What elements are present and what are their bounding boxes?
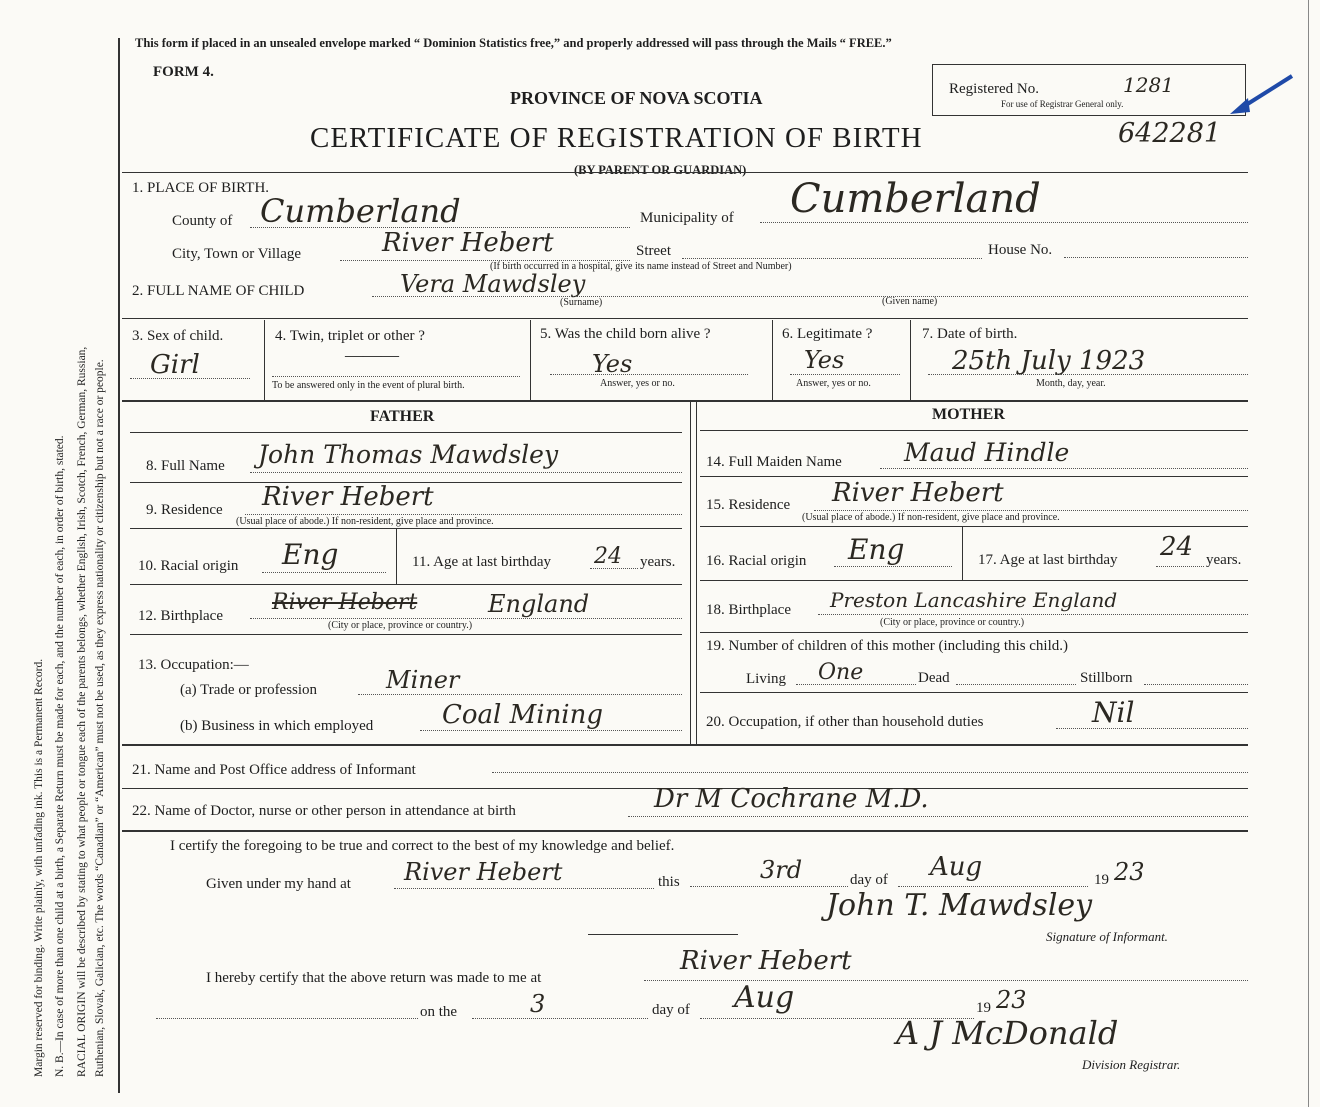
father-racial-line bbox=[262, 572, 386, 573]
child-name-label: 2. FULL NAME OF CHILD bbox=[132, 283, 305, 299]
mail-notice: This form if placed in an unsealed envelope marked “ Dominion Statistics free,” and properly addressed will pass through the Mails “ FREE.” bbox=[135, 36, 892, 50]
father-business-line bbox=[420, 730, 682, 731]
doctor-value: Dr M Cochrane M.D. bbox=[654, 784, 929, 814]
mother-name-label: 14. Full Maiden Name bbox=[706, 454, 842, 470]
father-racial-value: Eng bbox=[282, 538, 339, 571]
right-edge bbox=[1308, 0, 1309, 1107]
father-residence-value: River Hebert bbox=[262, 482, 434, 512]
father-trade-value: Miner bbox=[386, 666, 460, 694]
stillborn-line bbox=[1144, 684, 1248, 685]
registrar-lead-line bbox=[156, 1018, 418, 1019]
given-place-line bbox=[394, 888, 654, 889]
municipality-line bbox=[760, 222, 1248, 223]
father-name-value: John Thomas Mawdsley bbox=[258, 440, 559, 469]
father-heading-rule bbox=[130, 432, 682, 433]
given-day-of-label: day of bbox=[850, 872, 888, 888]
parents-divider bbox=[690, 400, 691, 744]
mother-occupation-line bbox=[1056, 728, 1248, 729]
father-birthplace-struck: River Hebert bbox=[272, 590, 418, 615]
county-label: County of bbox=[172, 213, 233, 229]
mother-rule-4 bbox=[700, 632, 1248, 633]
children-label: 19. Number of children of this mother (including this child.) bbox=[706, 638, 1069, 654]
birth-date-value: 25th July 1923 bbox=[952, 346, 1146, 376]
living-label: Living bbox=[746, 671, 786, 687]
city-value: River Hebert bbox=[382, 228, 554, 258]
registrar-day-of-label: day of bbox=[652, 1002, 690, 1018]
father-racial-label: 10. Racial origin bbox=[138, 558, 239, 574]
mother-residence-value: River Hebert bbox=[832, 478, 1004, 508]
sex-line bbox=[130, 378, 250, 379]
house-line bbox=[1064, 257, 1248, 258]
given-name-note: (Given name) bbox=[882, 296, 938, 307]
margin-line-4: Ruthenian, Slovak, Galician, etc. The words “Canadian” or “American” must not be used, as they express nationality or citizenship but not a race or people. bbox=[94, 359, 106, 1077]
mother-abode-note: (Usual place of abode.) If non-resident, give place and province. bbox=[802, 512, 1060, 523]
alive-value: Yes bbox=[592, 350, 633, 378]
mother-birthplace-note: (City or place, province or country.) bbox=[880, 617, 1025, 628]
father-birthplace-value: England bbox=[488, 590, 590, 618]
legitimate-label: 6. Legitimate ? bbox=[782, 326, 873, 342]
registrar-place-value: River Hebert bbox=[680, 946, 852, 976]
province-heading: PROVINCE OF NOVA SCOTIA bbox=[510, 88, 763, 108]
father-birthplace-note: (City or place, province or country.) bbox=[328, 620, 473, 631]
mother-age-line bbox=[1156, 566, 1204, 567]
living-line bbox=[796, 684, 916, 685]
twin-value: ——— bbox=[345, 345, 399, 365]
row3-top-rule bbox=[122, 318, 1248, 319]
registrar-day-line bbox=[472, 1018, 648, 1019]
house-label: House No. bbox=[988, 242, 1053, 258]
mother-rule-5 bbox=[700, 692, 1248, 693]
surname-note: (Surname) bbox=[560, 297, 603, 308]
registrar-caption: Division Registrar. bbox=[1082, 1057, 1181, 1072]
mother-racial-divider bbox=[962, 526, 963, 580]
mother-occupation-label: 20. Occupation, if other than household duties bbox=[706, 714, 984, 730]
mother-heading: MOTHER bbox=[932, 406, 1005, 423]
child-name-value: Vera Mawdsley bbox=[400, 270, 586, 298]
twin-label: 4. Twin, triplet or other ? bbox=[275, 328, 425, 344]
father-name-label: 8. Full Name bbox=[146, 458, 225, 474]
margin-line-2: N. B.—In case of more than one child at a birth, a Separate Return must be made for each, and the number of each, in order of birth, stated. bbox=[54, 435, 66, 1077]
birth-date-label: 7. Date of birth. bbox=[922, 326, 1018, 342]
margin-line-3: RACIAL ORIGIN will be described by stating to what people or tongue each of the parents belongs, whether English, Irish, Scotch, French, German, Russian, bbox=[76, 346, 88, 1077]
informant-line bbox=[492, 772, 1248, 773]
mother-residence-label: 15. Residence bbox=[706, 497, 791, 513]
mother-birthplace-value: Preston Lancashire England bbox=[830, 588, 1118, 612]
legitimate-line bbox=[790, 374, 900, 375]
mother-age-value: 24 bbox=[1160, 532, 1194, 562]
signature-rule bbox=[588, 934, 738, 935]
informant-label: 21. Name and Post Office address of Informant bbox=[132, 762, 416, 778]
given-day-line bbox=[690, 886, 848, 887]
father-residence-label: 9. Residence bbox=[146, 502, 223, 518]
father-business-label: (b) Business in which employed bbox=[180, 718, 374, 734]
given-place-value: River Hebert bbox=[404, 858, 563, 886]
child-name-line bbox=[372, 296, 1248, 297]
father-trade-line bbox=[358, 694, 682, 695]
father-name-line bbox=[250, 472, 682, 473]
mother-racial-label: 16. Racial origin bbox=[706, 553, 807, 569]
mother-age-label: 17. Age at last birthday bbox=[978, 552, 1118, 568]
registered-value: 1281 bbox=[1123, 73, 1174, 97]
sex-label: 3. Sex of child. bbox=[132, 328, 224, 344]
living-value: One bbox=[818, 660, 864, 685]
alive-label: 5. Was the child born alive ? bbox=[540, 326, 711, 342]
street-line bbox=[682, 258, 982, 259]
given-month-line bbox=[898, 886, 1088, 887]
legitimate-note: Answer, yes or no. bbox=[796, 378, 871, 389]
stillborn-label: Stillborn bbox=[1080, 670, 1133, 686]
mother-racial-value: Eng bbox=[848, 533, 905, 566]
birth-date-line bbox=[928, 374, 1248, 375]
row3-divider-4 bbox=[910, 320, 911, 400]
registered-label: Registered No. bbox=[949, 81, 1039, 97]
registered-box bbox=[932, 64, 1246, 116]
alive-note: Answer, yes or no. bbox=[600, 378, 675, 389]
registered-note: For use of Registrar General only. bbox=[1001, 99, 1124, 109]
father-birthplace-line bbox=[250, 618, 682, 619]
mother-name-value: Maud Hindle bbox=[904, 438, 1070, 467]
mother-name-line bbox=[880, 468, 1248, 469]
row3-divider-3 bbox=[772, 320, 773, 400]
municipality-label: Municipality of bbox=[640, 210, 734, 226]
county-value: Cumberland bbox=[260, 192, 461, 230]
registrar-year-prefix: 19 bbox=[976, 1000, 991, 1016]
mother-heading-rule bbox=[700, 430, 1248, 431]
father-residence-line bbox=[245, 514, 682, 515]
given-under-label: Given under my hand at bbox=[206, 876, 351, 892]
doctor-label: 22. Name of Doctor, nurse or other person in attendance at birth bbox=[132, 803, 516, 819]
twin-line bbox=[272, 376, 520, 377]
form-number: FORM 4. bbox=[153, 64, 214, 80]
city-label: City, Town or Village bbox=[172, 246, 302, 262]
stamp-number: 642281 bbox=[1118, 118, 1222, 149]
parents-bottom-rule bbox=[122, 744, 1248, 746]
registrar-month-value: Aug bbox=[734, 980, 795, 1015]
alive-line bbox=[550, 374, 748, 375]
mother-racial-line bbox=[834, 566, 952, 567]
dead-line bbox=[956, 684, 1076, 685]
header-rule bbox=[122, 172, 1248, 173]
margin-line-1: Margin reserved for binding. Write plainly, with unfading ink. This is a Permanent Record. bbox=[33, 658, 45, 1077]
hospital-note: (If birth occurred in a hospital, give its name instead of Street and Number) bbox=[490, 261, 792, 272]
row3-divider-2 bbox=[530, 320, 531, 400]
dead-label: Dead bbox=[918, 670, 950, 686]
mother-occupation-value: Nil bbox=[1092, 696, 1135, 729]
given-day-value: 3rd bbox=[760, 856, 803, 884]
father-rule-2 bbox=[130, 528, 682, 529]
place-of-birth-heading: 1. PLACE OF BIRTH. bbox=[132, 180, 270, 196]
twin-note: To be answered only in the event of plural birth. bbox=[272, 380, 465, 391]
legitimate-value: Yes bbox=[804, 346, 845, 374]
father-age-value: 24 bbox=[594, 544, 622, 569]
father-years-label: years. bbox=[640, 554, 676, 570]
mother-rule-1 bbox=[700, 476, 1248, 477]
municipality-value: Cumberland bbox=[790, 176, 1041, 222]
mother-rule-3 bbox=[700, 580, 1248, 581]
father-heading: FATHER bbox=[370, 408, 435, 425]
mother-birthplace-label: 18. Birthplace bbox=[706, 602, 791, 618]
arrow-icon bbox=[1226, 70, 1298, 118]
given-year-prefix: 19 bbox=[1094, 872, 1109, 888]
mother-residence-line bbox=[814, 510, 1248, 511]
father-occupation-label: 13. Occupation:— bbox=[138, 657, 249, 673]
mother-years-label: years. bbox=[1206, 552, 1242, 568]
mother-rule-2 bbox=[700, 526, 1248, 527]
street-label: Street bbox=[636, 243, 671, 259]
father-age-label: 11. Age at last birthday bbox=[412, 554, 551, 570]
parents-divider-2 bbox=[696, 400, 697, 744]
registrar-statement: I hereby certify that the above return was made to me at bbox=[206, 970, 542, 986]
row3-divider-1 bbox=[264, 320, 265, 400]
page-subtitle: (BY PARENT OR GUARDIAN) bbox=[574, 163, 747, 177]
father-age-line bbox=[590, 568, 638, 569]
birth-date-note: Month, day, year. bbox=[1036, 378, 1106, 389]
certify-statement: I certify the foregoing to be true and correct to the best of my knowledge and belief. bbox=[170, 838, 675, 854]
father-trade-label: (a) Trade or profession bbox=[180, 682, 318, 698]
parents-top-rule bbox=[122, 400, 1248, 402]
registrar-day-value: 3 bbox=[530, 990, 546, 1018]
registrar-year-value: 23 bbox=[996, 986, 1027, 1014]
page-title: CERTIFICATE OF REGISTRATION OF BIRTH bbox=[310, 122, 923, 154]
doctor-line bbox=[628, 816, 1248, 817]
father-racial-divider bbox=[396, 528, 397, 584]
given-year-value: 23 bbox=[1114, 858, 1145, 886]
father-business-value: Coal Mining bbox=[442, 700, 604, 730]
on-the-label: on the bbox=[420, 1004, 458, 1020]
father-birthplace-label: 12. Birthplace bbox=[138, 608, 223, 624]
binding-rule bbox=[118, 38, 120, 1093]
father-abode-note: (Usual place of abode.) If non-resident, give place and province. bbox=[236, 516, 494, 527]
sex-value: Girl bbox=[150, 350, 200, 380]
this-label: this bbox=[658, 874, 680, 890]
informant-signature-caption: Signature of Informant. bbox=[1046, 929, 1168, 944]
row22-rule bbox=[122, 830, 1248, 832]
father-rule-3 bbox=[130, 584, 682, 585]
registrar-signature: A J McDonald bbox=[896, 1014, 1119, 1052]
given-month-value: Aug bbox=[930, 852, 983, 882]
mother-birthplace-line bbox=[818, 614, 1248, 615]
informant-signature: John T. Mawdsley bbox=[826, 888, 1093, 923]
father-rule-4 bbox=[130, 634, 682, 635]
